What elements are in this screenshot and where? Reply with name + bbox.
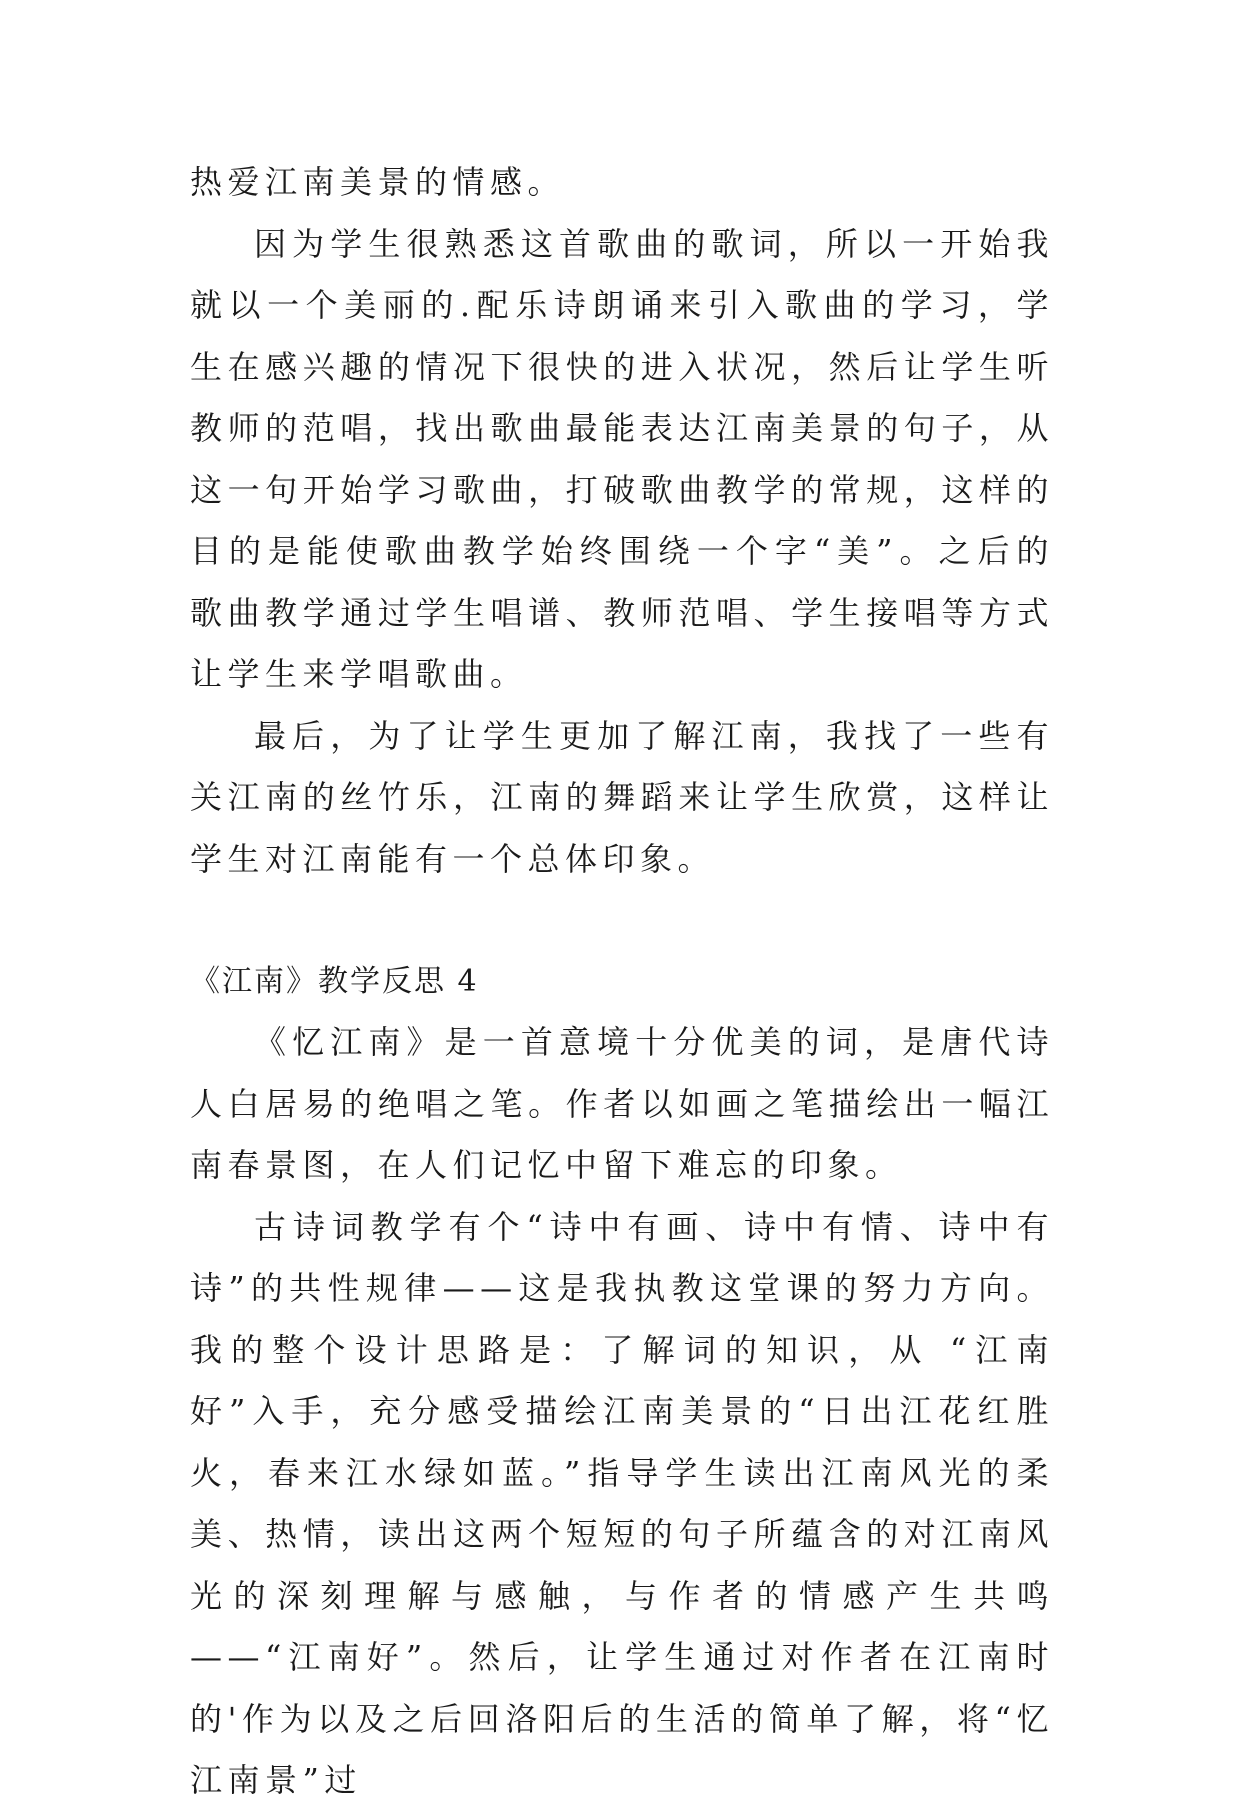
- document-page: [190, 152, 1054, 1812]
- paragraph-poem-intro: 《忆江南》是一首意境十分优美的词，是唐代诗人白居易的绝唱之笔。作者以如画之笔描绘出一幅江南春景图，在人们记忆中留下难忘的印象。: [190, 1023, 1054, 1184]
- paragraph-conclusion: 最后，为了让学生更加了解江南，我找了一些有关江南的丝竹乐，江南的舞蹈来让学生欣赏，这样让学生对江南能有一个总体印象。: [190, 716, 1054, 878]
- paragraph-teaching-design: 古诗词教学有个“诗中有画、诗中有情、诗中有诗”的共性规律——这是我执教这堂课的努力方向。我的整个设计思路是：了解词的知识，从 “江南好”入手，充分感受描绘江南美景的“日出江花红胜火，春来江水绿如蓝。”指导学生读出江南风光的柔美、热情，读出这两个短短的句子所蕴含的对江南风光的深刻理解与感触，与作者的情感产生共鸣——“江南好”。然后，让学生通过对作者在江南时的'作为以及之后回洛阳后的生活的简单了解，将“忆江南景”过: [190, 1207, 1054, 1799]
- paragraph-continuation: 热爱江南美景的情感。: [190, 163, 566, 201]
- section-gap: [190, 890, 1054, 952]
- paragraph-song-teaching: 因为学生很熟悉这首歌曲的歌词，所以一开始我就以一个美丽的.配乐诗朗诵来引入歌曲的学习，学生在感兴趣的情况下很快的进入状况，然后让学生听教师的范唱，找出歌曲最能表达江南美景的句子，从这一句开始学习歌曲，打破歌曲教学的常规，这样的目的是能使歌曲教学始终围绕一个字“美”。之后的歌曲教学通过学生唱谱、教师范唱、学生接唱等方式让学生来学唱歌曲。: [190, 224, 1054, 693]
- section-title: 《江南》教学反思 4: [190, 964, 479, 999]
